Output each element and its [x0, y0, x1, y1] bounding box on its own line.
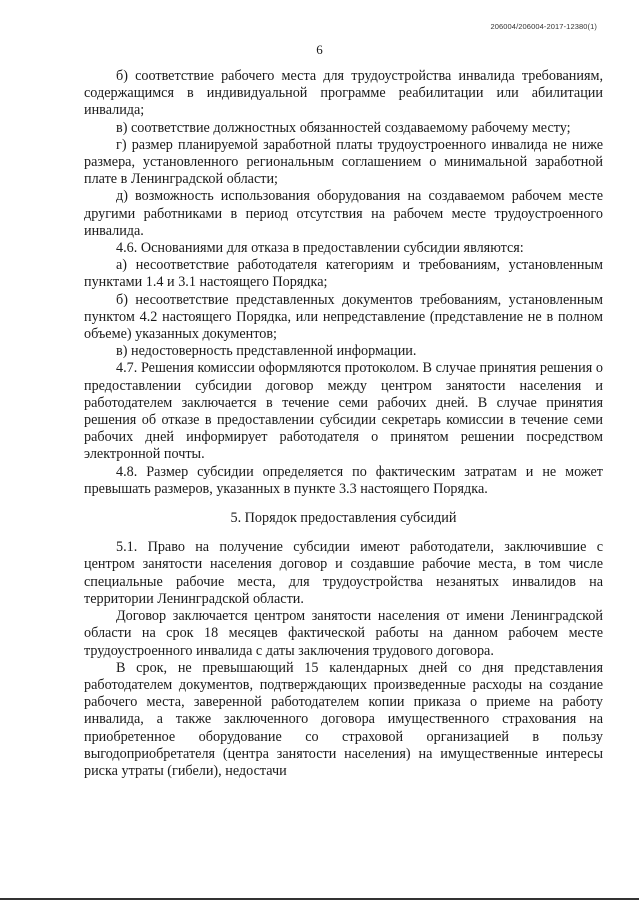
paragraph: В срок, не превышающий 15 календарных дней со дня представления работодателем документов, подтверждающих произведенные расходы на создание рабочего места, заверенной работодателем копии приказа о приеме на работу инвалида, а также заключенного договора имущественного страхования на приобретенное оборудование со страховой организацией в пользу выгодоприобретателя (центра занятости населения) на имущественные интересы риска утраты (гибели), недостачи [84, 659, 603, 779]
paragraph: б) несоответствие представленных документов требованиям, установленным пунктом 4.2 настоящего Порядка, или непредставление (представление не в полном объеме) указанных документов; [84, 291, 603, 343]
paragraph: 4.6. Основаниями для отказа в предоставлении субсидии являются: [116, 240, 524, 257]
paragraph: в) недостоверность представленной информации. [116, 343, 417, 360]
paragraph: 5.1. Право на получение субсидии имеют работодатели, заключившие с центром занятости населения договор и создавшие рабочие места, в том числе специальные рабочие места, для трудоустройства незанятых инвалидов на территории Ленинградской области. [84, 539, 603, 607]
document-body [84, 68, 603, 780]
paragraph: д) возможность использования оборудования на создаваемом рабочем месте другими работниками в период отсутствия на рабочем месте трудоустроенного инвалида. [84, 188, 603, 239]
paragraph: г) размер планируемой заработной платы трудоустроенного инвалида не ниже размера, установленного региональным соглашением о минимальной заработной плате в Ленинградской области; [84, 136, 603, 188]
document-id: 206004/206004-2017-12380(1) [490, 22, 597, 31]
paragraph: в) соответствие должностных обязанностей создаваемому рабочему месту; [116, 119, 571, 136]
paragraph: 4.7. Решения комиссии оформляются протоколом. В случае принятия решения о предоставлении субсидии договор между центром занятости населения и работодателем заключается в течение семи рабочих дней. В случае принятия решения об отказе в предоставлении субсидии секретарь комиссии в течение семи рабочих дней информирует работодателя о принятом решении посредством электронной почты. [84, 360, 603, 463]
paragraph: а) несоответствие работодателя категориям и требованиям, установленным пунктами 1.4 и 3.1 настоящего Порядка; [84, 257, 603, 291]
page-number: 6 [316, 42, 323, 57]
paragraph: б) соответствие рабочего места для трудоустройства инвалида требованиям, содержащимся в индивидуальной программе реабилитации или абилитации инвалида; [84, 68, 603, 119]
paragraph: 4.8. Размер субсидии определяется по фактическим затратам и не может превышать размеров, указанных в пункте 3.3 настоящего Порядка. [84, 463, 603, 497]
section-heading: 5. Порядок предоставления субсидий [230, 510, 457, 527]
bottom-divider [0, 898, 639, 900]
paragraph: Договор заключается центром занятости населения от имени Ленинградской области на срок 18 месяцев фактической работы на данном рабочем месте трудоустроенного инвалида с даты заключения трудового договора. [84, 608, 603, 659]
